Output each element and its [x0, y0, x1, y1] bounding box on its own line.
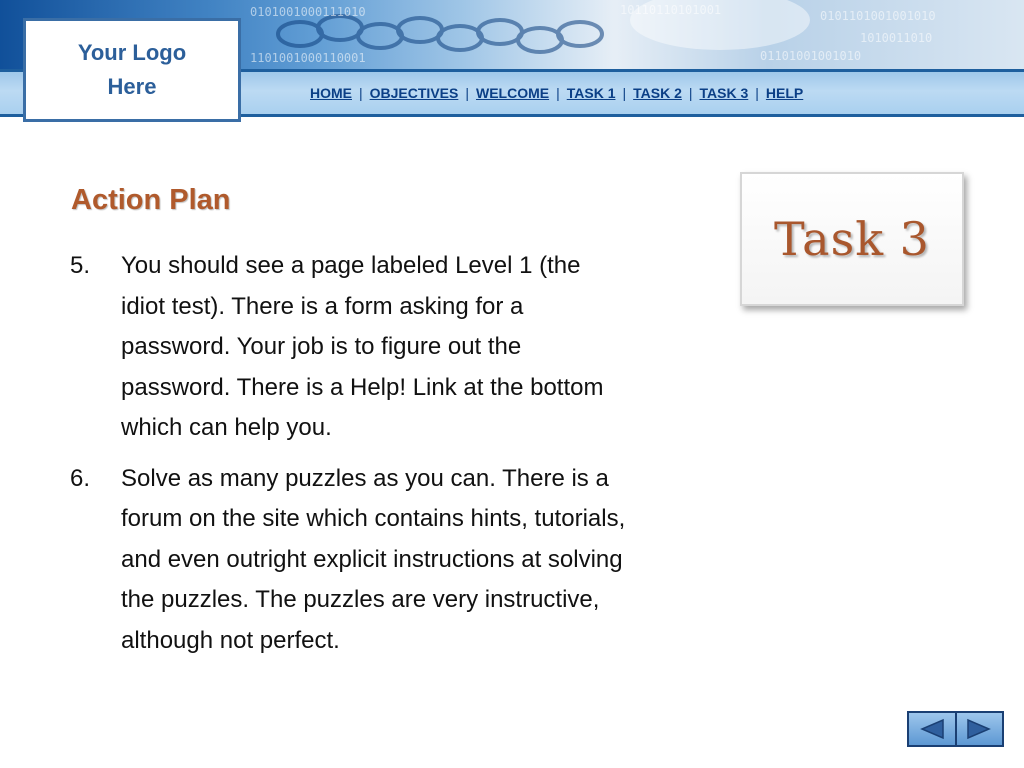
svg-text:01101001001010: 01101001001010	[760, 49, 862, 63]
step-text: Solve as many puzzles as you can. There is a forum on the site which contains hints, tutorials, and even outright explicit instructions at solving the puzzles. The puzzles are very instructive, although not perfect.	[121, 464, 626, 654]
nav-help-link[interactable]: HELP	[765, 85, 804, 101]
nav-task-2-link[interactable]: TASK 2	[633, 85, 682, 101]
slide-nav-buttons	[907, 711, 1004, 747]
nav-welcome-link[interactable]: WELCOME	[475, 85, 550, 101]
page-title: Action Plan	[71, 184, 231, 216]
svg-text:0101001000111010: 0101001000111010	[250, 5, 366, 19]
step-number: 5.	[70, 252, 91, 279]
nav-links	[310, 85, 803, 101]
next-button[interactable]	[955, 713, 1003, 745]
step-text: You should see a page labeled Level 1 (the idiot test). There is a form asking for a password. Your job is to figure out the password. There is a Help! Link at the bottom which can help you.	[121, 252, 604, 441]
previous-button[interactable]	[909, 713, 955, 745]
nav-task-3-link[interactable]: TASK 3	[699, 85, 749, 101]
svg-text:10110110101001: 10110110101001	[620, 3, 722, 17]
triangle-left-icon	[919, 718, 945, 740]
svg-text:1010011010: 1010011010	[860, 31, 933, 45]
logo	[23, 18, 241, 122]
nav-separator: |	[465, 85, 469, 101]
nav-separator: |	[755, 85, 759, 101]
step-number: 6.	[70, 464, 91, 492]
logo-text: Your Logo Here	[77, 40, 187, 99]
nav-objectives-link[interactable]: OBJECTIVES	[369, 85, 459, 101]
svg-text:0101101001001010: 0101101001001010	[820, 9, 936, 23]
nav-home-link[interactable]: HOME	[310, 85, 352, 101]
action-plan-list	[70, 246, 630, 671]
nav-separator: |	[688, 85, 693, 101]
svg-text:1101001000110001: 1101001000110001	[250, 51, 366, 65]
nav-separator: |	[556, 85, 560, 101]
nav-separator: |	[359, 85, 363, 101]
nav-separator: |	[622, 85, 627, 101]
nav-task-1-link[interactable]: TASK 1	[566, 85, 616, 101]
triangle-right-icon	[966, 718, 992, 740]
list-item	[70, 246, 630, 449]
task-card-label: Task 3	[774, 212, 930, 266]
task-card	[740, 172, 964, 306]
list-item	[70, 459, 630, 662]
